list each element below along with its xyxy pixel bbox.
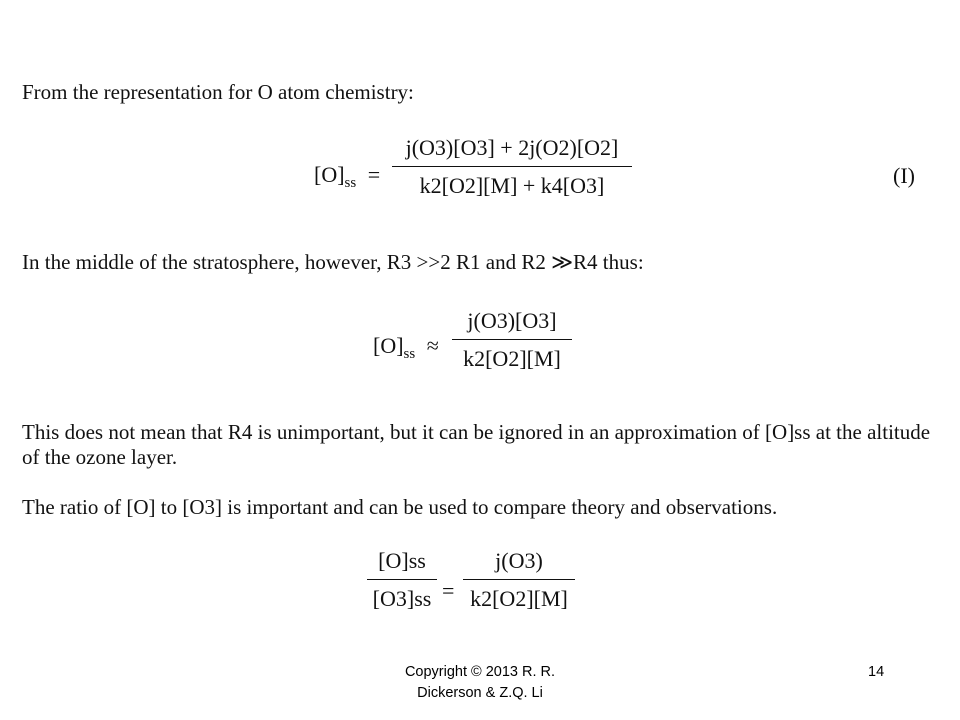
eq3-right-denominator: k2[O2][M] bbox=[470, 586, 568, 611]
eq1-denominator: k2[O2][M] + k4[O3] bbox=[419, 173, 605, 198]
eq1-fraction bbox=[392, 135, 632, 199]
paragraph-1: This does not mean that R4 is unimportant, but it can be ignored in an approximation of [O]ss at the altitude of the ozone layer. bbox=[22, 420, 931, 469]
eq1-label: (I) bbox=[893, 163, 915, 188]
footer-copyright: Copyright © 2013 R. R. Dickerson & Z.Q. Li bbox=[404, 664, 556, 701]
eq2-fraction bbox=[452, 308, 572, 372]
eq3-left-numerator: [O]ss bbox=[378, 548, 426, 573]
eq3-right-fraction bbox=[463, 548, 575, 612]
middle-text: In the middle of the stratosphere, however, R3 >>2 R1 and R2 ≫R4 thus: bbox=[22, 250, 644, 274]
paragraph-2: The ratio of [O] to [O3] is important and can be used to compare theory and observations. bbox=[22, 495, 778, 519]
fraction-bar bbox=[463, 579, 575, 580]
eq2-lhs: $[O]_{ss}$ ≈ bbox=[373, 333, 439, 363]
fraction-bar bbox=[452, 339, 572, 340]
eq1-lhs: $[O]_{ss}$ = bbox=[314, 162, 381, 192]
eq3-right-numerator: j(O3) bbox=[495, 548, 543, 573]
page-number: 14 bbox=[868, 664, 885, 680]
intro-text: From the representation for O atom chemistry: bbox=[22, 80, 414, 104]
eq2-numerator: j(O3)[O3] bbox=[467, 308, 557, 333]
eq3-left-denominator: [O3]ss bbox=[372, 586, 432, 611]
fraction-bar bbox=[392, 166, 632, 167]
eq3-left-fraction bbox=[367, 548, 437, 612]
eq2-denominator: k2[O2][M] bbox=[463, 346, 561, 371]
fraction-bar bbox=[367, 579, 437, 580]
eq3-rel: = bbox=[442, 578, 455, 603]
eq1-numerator: j(O3)[O3] + 2j(O2)[O2] bbox=[405, 135, 619, 160]
